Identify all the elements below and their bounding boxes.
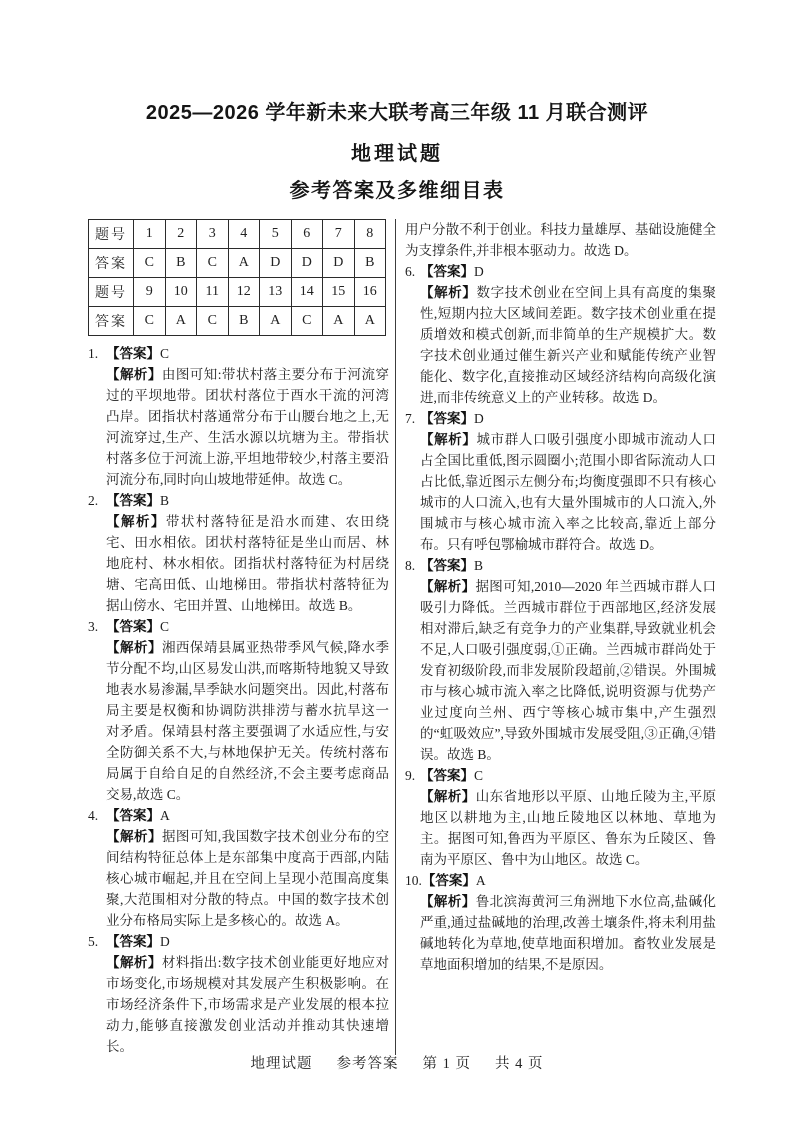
answer-cell: C [134, 307, 166, 336]
answer-cell: C [197, 249, 229, 278]
analysis-text: 鲁北滨海黄河三角洲地下水位高,盐碱化严重,通过盐碱地的治理,改善土壤条件,将未利用盐碱地转化为草地,使草地面积增加。畜牧业发展是草地面积增加的结果,不是原因。 [420, 894, 717, 972]
row-header-cell: 答案 [89, 307, 134, 336]
answer-cell: A [228, 249, 260, 278]
item-number: 3. [88, 619, 99, 634]
answer-value: A [160, 808, 170, 823]
answer-item-2 [88, 490, 389, 616]
answer-line [405, 555, 716, 576]
analysis-text: 由图可知:带状村落主要分布于河流穿过的平坝地带。团状村落位于酉水干流的河湾凸岸。团指状村落通常分布于山腰台地之上,无河流穿过,生产、生活水源以坑塘为主。带指状村落多位于河流上游,平坦地带较少,村落主要沿河流分布,同时向山坡地带延伸。故选 C。 [106, 367, 389, 487]
analysis-text: 带状村落特征是沿水而建、农田绕宅、田水相依。团状村落特征是坐山而居、林地庇村、林水相依。团指状村落特征为村居绕塘、宅高田低、山地梯田。带指状村落特征为据山傍水、宅田并置、山地梯田。故选 B。 [106, 514, 390, 613]
analysis-label: 【解析】 [420, 432, 477, 447]
answer-line [88, 931, 389, 952]
subject-title: 地理试题 [351, 143, 443, 165]
document-title: 2025—2026 学年新未来大联考高三年级 11 月联合测评 [145, 102, 649, 124]
answer-cell: 6 [291, 220, 323, 249]
answer-line [88, 805, 389, 826]
answer-value: D [474, 411, 484, 426]
analysis-label: 【解析】 [420, 894, 476, 909]
answer-value: B [474, 558, 484, 573]
content-columns [88, 219, 716, 1055]
answer-value: C [160, 619, 170, 634]
answer-cell: 1 [134, 220, 166, 249]
answer-cell: 16 [354, 278, 386, 307]
analysis-text: 数字技术创业在空间上具有高度的集聚性,短期内拉大区域间差距。数字技术创业重在提质增效和模式创新,而非简单的生产规模扩大。数字技术创业通过催生新兴产业和赋能传统产业智能化、数字化,直接推动区域经济结构向高级化演进,而非传统意义上的产业转移。故选 D。 [420, 285, 716, 405]
answer-label: 【答案】 [106, 619, 160, 634]
answer-label: 【答案】 [420, 768, 474, 783]
analysis-text: 据图可知,2010—2020 年兰西城市群人口吸引力降低。兰西城市群位于西部地区,经济发展相对滞后,缺乏有竞争力的产业集群,导致就业机会不足,人口吸引强度弱,①正确。兰西城市群尚处于发育初级阶段,而非发展阶段超前,②错误。外围城市与核心城市流入率之比降低,说明资源与优势产业过度向兰州、西宁等核心城市集中,产生强烈的“虹吸效应”,导致外围城市发展受阻,③正确,④错误。故选 B。 [420, 579, 716, 762]
answer-line [88, 616, 389, 637]
page-footer [0, 1052, 794, 1073]
answer-value: D [160, 934, 170, 949]
footer-page-number: 第 1 页 [422, 1056, 471, 1072]
analysis-text: 材料指出:数字技术创业能更好地应对市场变化,市场规模对其发展产生积极影响。在市场经济条件下,市场需求是产业发展的根本拉动力,能够直接激发创业活动并推动其快速增长。 [106, 955, 389, 1054]
answer-table-row [89, 307, 386, 336]
answer-cell: 8 [354, 220, 386, 249]
answer-cell: C [197, 307, 229, 336]
answer-item-7 [405, 408, 716, 555]
answer-item-9 [405, 765, 716, 870]
answer-cell: 5 [260, 220, 292, 249]
analysis-label: 【解析】 [106, 640, 162, 655]
answer-table-body [89, 220, 386, 336]
answer-cell: 3 [197, 220, 229, 249]
continued-analysis-text: 用户分散不利于创业。科技力量雄厚、基础设施健全为支撑条件,并非根本驱动力。故选 D。 [405, 222, 716, 258]
answer-cell: A [354, 307, 386, 336]
answer-value: A [475, 873, 486, 888]
item-number: 5. [88, 934, 99, 949]
analysis-label: 【解析】 [106, 514, 166, 529]
left-column [88, 219, 389, 1055]
answer-line [88, 490, 389, 511]
answer-table-row [89, 278, 386, 307]
document-header [0, 0, 794, 203]
footer-total-pages: 共 4 页 [495, 1056, 544, 1072]
answer-cell: A [165, 307, 197, 336]
row-header-cell: 题号 [89, 278, 134, 307]
answer-line [405, 870, 716, 891]
analysis-paragraph [106, 637, 389, 805]
footer-doc-title: 地理试题 [250, 1056, 313, 1072]
answer-line [405, 765, 716, 786]
answer-item-4 [88, 805, 389, 931]
answer-cell: C [134, 249, 166, 278]
answer-table [88, 219, 386, 336]
answer-label: 【答案】 [420, 411, 474, 426]
analysis-paragraph [420, 576, 716, 765]
item-number: 7. [405, 411, 416, 426]
answer-cell: B [354, 249, 386, 278]
answer-cell: D [291, 249, 323, 278]
item-number: 10. [405, 873, 422, 888]
answer-line [405, 261, 716, 282]
answer-value: C [160, 346, 170, 361]
left-items [88, 343, 389, 1057]
analysis-text: 据图可知,我国数字技术创业分布的空间结构特征总体上是东部集中度高于西部,内陆核心城市崛起,并且在空间上呈现小范围高度集聚,大范围相对分散的特点。中国的数字技术创业分布格局实际上是多核心的。故选 A。 [106, 829, 390, 928]
right-column [396, 219, 716, 1055]
answer-line [88, 343, 389, 364]
answer-value: B [160, 493, 170, 508]
item-number: 4. [88, 808, 99, 823]
answer-line [405, 408, 716, 429]
analysis-paragraph [106, 364, 389, 490]
answer-table-row [89, 249, 386, 278]
answer-cell: 14 [291, 278, 323, 307]
item-number: 1. [88, 346, 99, 361]
answer-cell: D [323, 249, 355, 278]
answer-cell: B [228, 307, 260, 336]
right-items [405, 219, 716, 975]
answer-table-row [89, 220, 386, 249]
analysis-label: 【解析】 [106, 367, 162, 382]
analysis-label: 【解析】 [106, 829, 162, 844]
row-header-cell: 题号 [89, 220, 134, 249]
answer-label: 【答案】 [420, 264, 474, 279]
answer-cell: 12 [228, 278, 260, 307]
answer-cell: 11 [197, 278, 229, 307]
item-number: 2. [88, 493, 99, 508]
footer-section-label: 参考答案 [336, 1056, 399, 1072]
answer-cell: A [323, 307, 355, 336]
answer-cell: 10 [165, 278, 197, 307]
analysis-text: 湘西保靖县属亚热带季风气候,降水季节分配不均,山区易发山洪,而喀斯特地貌又导致地表水易渗漏,旱季缺水问题突出。因此,村落布局主要是权衡和协调防洪排涝与蓄水抗旱这一对矛盾。保靖县村落主要强调了水适应性,与安全防御关系不大,与林地保护无关。传统村落布局属于自给自足的自然经济,不会主要考虑商品交易,故选 C。 [106, 640, 390, 802]
answer-cell: 4 [228, 220, 260, 249]
item-number: 9. [405, 768, 416, 783]
analysis-paragraph [106, 511, 389, 616]
analysis-paragraph [420, 786, 716, 870]
analysis-label: 【解析】 [106, 955, 162, 970]
item-number: 8. [405, 558, 416, 573]
answer-item-8 [405, 555, 716, 765]
answer-cell: 9 [134, 278, 166, 307]
item-number: 6. [405, 264, 416, 279]
answer-label: 【答案】 [106, 493, 160, 508]
analysis-label: 【解析】 [420, 285, 477, 300]
analysis-paragraph [420, 282, 716, 408]
answer-cell: D [260, 249, 292, 278]
answer-cell: 13 [260, 278, 292, 307]
answer-cell: 7 [323, 220, 355, 249]
answer-label: 【答案】 [420, 558, 474, 573]
analysis-text: 山东省地形以平原、山地丘陵为主,平原地区以耕地为主,山地丘陵地区以林地、草地为主。据图可知,鲁西为平原区、鲁东为丘陵区、鲁南为平原区、鲁中为山地区。故选 C。 [420, 789, 717, 867]
answer-item-10 [405, 870, 716, 975]
answer-item-3 [88, 616, 389, 805]
analysis-paragraph [106, 952, 389, 1057]
row-header-cell: 答案 [89, 249, 134, 278]
answer-cell: 15 [323, 278, 355, 307]
analysis-paragraph [106, 826, 389, 931]
answer-cell: 2 [165, 220, 197, 249]
answer-value: C [474, 768, 484, 783]
answer-cell: C [291, 307, 323, 336]
answer-label: 【答案】 [106, 808, 160, 823]
analysis-paragraph [420, 429, 716, 555]
analysis-paragraph [420, 891, 716, 975]
answer-item-6 [405, 261, 716, 408]
analysis-label: 【解析】 [420, 789, 476, 804]
answer-label: 【答案】 [106, 346, 160, 361]
answer-item-5 [88, 931, 389, 1057]
analysis-text: 城市群人口吸引强度小即城市流动人口占全国比重低,图示圆圈小;范围小即省际流动人口占比低,靠近图示左侧分布;均衡度强即不只有核心城市的人口流入,也有大量外围城市的人口流入,外围城市与核心城市流入率之比较高,靠近上部分布。只有呼包鄂榆城市群符合。故选 D。 [420, 432, 716, 552]
analysis-label: 【解析】 [420, 579, 476, 594]
answer-item-1 [88, 343, 389, 490]
answer-cell: B [165, 249, 197, 278]
answer-value: D [474, 264, 484, 279]
answer-cell: A [260, 307, 292, 336]
answer-label: 【答案】 [421, 873, 476, 888]
answer-label: 【答案】 [106, 934, 160, 949]
answer-key-title: 参考答案及多维细目表 [289, 180, 505, 202]
